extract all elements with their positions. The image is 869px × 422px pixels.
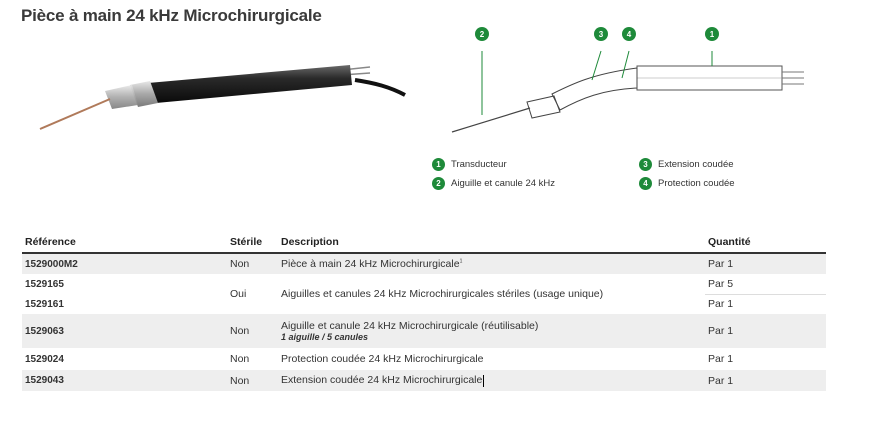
legend-number: 1 bbox=[432, 158, 445, 171]
qty-cell: Par 1 bbox=[708, 353, 734, 365]
legend-item-transducteur bbox=[432, 158, 507, 171]
header-reference: Référence bbox=[22, 232, 227, 253]
ref-cell: 1529063 bbox=[22, 314, 227, 348]
svg-text:4: 4 bbox=[626, 30, 632, 39]
qty-cell: Par 1 bbox=[705, 314, 826, 348]
description-cell bbox=[278, 314, 705, 348]
callout-1 bbox=[705, 27, 719, 41]
table-row bbox=[22, 348, 826, 370]
description-cell bbox=[278, 370, 705, 391]
ref-cell: 1529161 bbox=[25, 298, 64, 310]
description-text: Aiguille et canule 24 kHz Microchirurgicale (réutilisable) bbox=[281, 320, 539, 332]
svg-text:2: 2 bbox=[479, 30, 485, 39]
legend-number: 3 bbox=[639, 158, 652, 171]
qty-cell: Par 5 bbox=[705, 274, 826, 294]
sterile-cell: Non bbox=[230, 353, 250, 365]
header-quantite: Quantité bbox=[705, 232, 826, 253]
sterile-cell: Non bbox=[227, 370, 278, 391]
description-cell: Protection coudée 24 kHz Microchirurgicale bbox=[281, 353, 484, 365]
sterile-cell: Non bbox=[227, 253, 278, 274]
callout-2 bbox=[475, 27, 489, 41]
legend-label: Transducteur bbox=[451, 159, 507, 170]
svg-text:1: 1 bbox=[709, 30, 715, 39]
qty-cell: Par 1 bbox=[705, 253, 826, 274]
table-row bbox=[22, 314, 826, 348]
qty-cell: Par 1 bbox=[705, 370, 826, 391]
table-row bbox=[22, 253, 826, 274]
description-text: Pièce à main 24 kHz Microchirurgicale bbox=[281, 258, 460, 270]
table-row bbox=[22, 274, 826, 294]
legend-item-extension bbox=[639, 158, 734, 171]
sterile-cell: Oui bbox=[230, 288, 247, 300]
header-sterile: Stérile bbox=[227, 232, 278, 253]
ref-cell: 1529024 bbox=[25, 353, 64, 365]
page-title: Pièce à main 24 kHz Microchirurgicale bbox=[21, 6, 322, 25]
description-text: Extension coudée 24 kHz Microchirurgicale bbox=[281, 374, 483, 387]
table-header-row bbox=[22, 232, 826, 253]
product-table bbox=[22, 232, 826, 391]
footnote-mark: 1 bbox=[459, 258, 463, 265]
description-cell: Aiguilles et canules 24 kHz Microchirurgicales stériles (usage unique) bbox=[281, 288, 604, 300]
ref-cell: 1529000M2 bbox=[22, 253, 227, 274]
legend-item-protection bbox=[639, 177, 735, 190]
description-subtext: 1 aiguille / 5 canules bbox=[281, 332, 369, 342]
legend-label: Protection coudée bbox=[658, 178, 735, 189]
legend-number: 2 bbox=[432, 177, 445, 190]
exploded-diagram bbox=[432, 20, 812, 140]
qty-cell: Par 1 bbox=[708, 298, 734, 311]
handpiece-photo bbox=[30, 55, 420, 155]
legend-label: Aiguille et canule 24 kHz bbox=[451, 178, 556, 189]
description-cell bbox=[278, 253, 705, 274]
legend-number: 4 bbox=[639, 177, 652, 190]
table-row bbox=[22, 370, 826, 391]
callout-3 bbox=[594, 27, 608, 41]
callout-4 bbox=[622, 27, 636, 41]
header-description: Description bbox=[278, 232, 705, 253]
svg-text:3: 3 bbox=[598, 30, 604, 39]
legend-label: Extension coudée bbox=[658, 159, 734, 170]
text-cursor bbox=[483, 375, 484, 387]
legend-item-aiguille bbox=[432, 177, 555, 190]
sterile-cell: Non bbox=[227, 314, 278, 348]
ref-cell: 1529043 bbox=[22, 370, 227, 391]
ref-cell: 1529165 bbox=[25, 278, 64, 290]
